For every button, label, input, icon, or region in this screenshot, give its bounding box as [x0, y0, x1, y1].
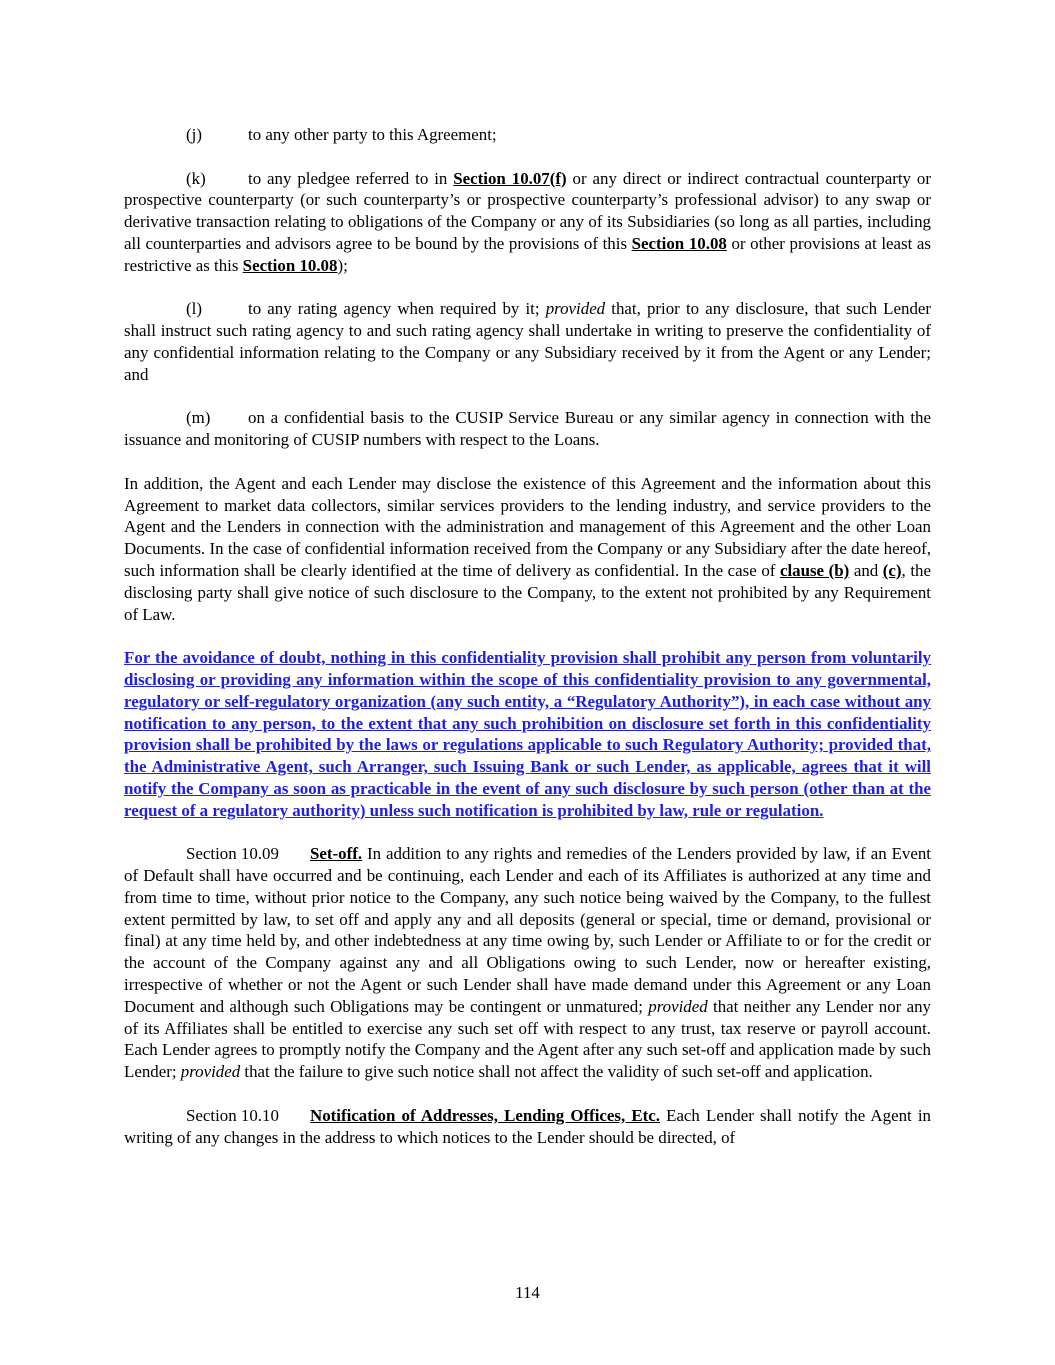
section-10-09	[124, 843, 931, 1083]
clause-m	[124, 407, 931, 451]
clause-label: (j)	[186, 125, 202, 144]
addition-paragraph	[124, 473, 931, 626]
section-text: In addition to any rights and remedies of the Lenders provided by law, if an Event of Default shall have occurred and be continuing, each Lender and each of its Affiliates is authorized at any time and from time to time, without prior notice to the Company, any such notice being waived by the Company, to the fullest extent permitted by law, to set off and apply any and all deposits (general or special, time or demand, provisional or final) at any time held by, and other indebtedness at any time owing by, such Lender or Affiliate to or for the credit or the account of the Company against any and all Obligations owing to such Lender, now or hereafter existing, irrespective of whether or not the Agent or such Lender shall have made demand under this Agreement or any Loan Document and although such Obligations may be contingent or unmatured;	[124, 844, 931, 1016]
inserted-paragraph: For the avoidance of doubt, nothing in this confidentiality provision shall prohibit any person from voluntarily disclosing or providing any information within the scope of this confidentiality provision to any governmental, regulatory or self-regulatory organization (any such entity, a “Regulatory Authority”), in each case without any notification to any person, to the extent that any such prohibition on disclosure set forth in this confidentiality provision shall be prohibited by the laws or regulations applicable to such Regulatory Authority; provided that, the Administrative Agent, such Arranger, such Issuing Bank or such Lender, as applicable, agrees that it will notify the Company as soon as practicable in the event of any such disclosure by such person (other than at the request of a regulatory authority) unless such notification is prohibited by law, rule or regulation.	[124, 648, 931, 820]
emphasis: provided	[648, 996, 708, 1016]
clause-j	[124, 124, 931, 146]
section-text: Each Lender shall notify the Agent in writing of any changes in the address to which notices to the Lender should be directed, of	[124, 1105, 931, 1147]
clause-label: (k)	[186, 168, 206, 188]
paragraph-text: , the disclosing party shall give notice of such disclosure to the Company, to the extent not prohibited by any Requirement of Law.	[124, 560, 931, 624]
section-10-10	[124, 1105, 931, 1149]
paragraph-text: and	[849, 560, 883, 580]
clause-text: on a confidential basis to the CUSIP Service Bureau or any similar agency in connection with the issuance and monitoring of CUSIP numbers with respect to the Loans.	[124, 408, 931, 450]
section-title: Notification of Addresses, Lending Offices, Etc.	[310, 1105, 660, 1125]
clause-reference: clause (b)	[779, 560, 850, 580]
section-number: Section 10.10	[186, 1105, 279, 1125]
clause-text: );	[337, 255, 348, 275]
clause-text: or other provisions at least as restrictive as this	[124, 233, 931, 275]
clause-label: (m)	[186, 408, 211, 428]
section-reference: Section 10.07(f)	[453, 168, 567, 188]
clause-k	[124, 168, 931, 277]
section-text: that the failure to give such notice shall not affect the validity of such set-off and application.	[240, 1062, 873, 1082]
clause-text: that, prior to any disclosure, that such Lender shall instruct such rating agency to and such rating agency shall undertake in writing to preserve the confidentiality of any confidential information relating to the Company or any Subsidiary received by it from the Agent or any Lender; and	[124, 299, 932, 384]
clause-reference: (c)	[882, 560, 902, 580]
clause-label: (l)	[186, 299, 202, 319]
clause-text: to any rating agency when required by it;	[248, 299, 546, 319]
clause-l	[124, 298, 931, 385]
section-text: that neither any Lender nor any of its Affiliates shall be entitled to exercise any such set off with respect to any trust, tax reserve or payroll account. Each Lender agrees to promptly notify the Company and the Agent after any such set-off and application made by such Lender;	[124, 996, 931, 1082]
section-title: Set-off.	[310, 844, 363, 864]
emphasis: provided	[545, 299, 606, 319]
clause-text: to any other party to this Agreement;	[248, 125, 497, 144]
paragraph-text: In addition, the Agent and each Lender may disclose the existence of this Agreement and the information about this Agreement to market data collectors, similar services providers to the lending industry, and service providers to the Agent and the Lenders in connection with the administration and management of this Agreement and the other Loan Documents. In the case of confidential information received from the Company or any Subsidiary after the date hereof, such information shall be clearly identified at the time of delivery as confidential. In the case of	[124, 473, 931, 580]
clause-text: or any direct or indirect contractual counterparty or prospective counterparty (or such counterparty’s or prospective counterparty’s professional advisor) to any swap or derivative transaction relating to obligations of the Company or any of its Subsidiaries (so long as all parties, including all counterparties and advisors agree to be bound by the provisions of this	[124, 168, 931, 253]
section-number: Section 10.09	[186, 844, 279, 864]
document-page	[124, 124, 931, 1170]
page-number: 114	[515, 1283, 540, 1302]
clause-text: to any pledgee referred to in	[248, 168, 454, 188]
emphasis: provided	[180, 1062, 241, 1082]
section-reference: Section 10.08	[242, 255, 338, 275]
section-reference: Section 10.08	[631, 233, 727, 253]
